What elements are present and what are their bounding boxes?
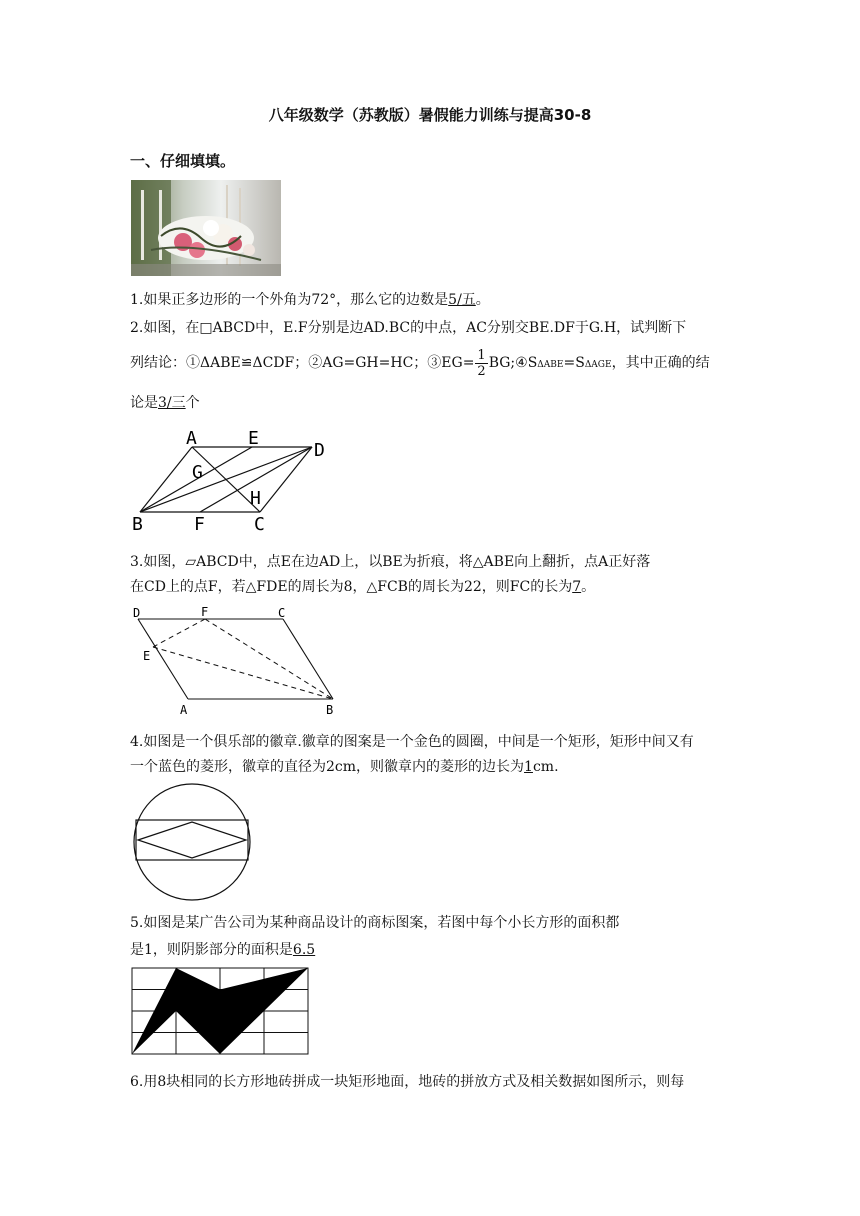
- subscript-age: ΔAGE: [584, 360, 612, 370]
- fraction-one-half: [475, 348, 487, 379]
- label-f: F: [201, 605, 209, 619]
- label-b: B: [326, 703, 334, 717]
- parallelogram-figure-q2: [128, 426, 338, 538]
- label-d: D: [133, 606, 141, 620]
- question-6-line-1: 6.用8块相同的长方形地砖拼成一块矩形地面，地砖的拼放方式及相关数据如图所示，则每: [130, 1074, 685, 1090]
- question-1: [130, 290, 490, 310]
- question-5-line-1: 5.如图是某广告公司为某种商品设计的商标图案，若图中每个小长方形的面积都: [130, 915, 620, 931]
- question-4-answer: 1: [524, 759, 533, 775]
- label-e: E: [143, 649, 151, 663]
- label-d: D: [314, 440, 325, 461]
- question-5-line-2: [130, 940, 315, 960]
- question-3-line-2: [130, 577, 595, 597]
- question-2-prefix: 论是: [130, 395, 158, 411]
- fraction-numerator: 1: [477, 347, 486, 363]
- equals-s: =S: [563, 355, 585, 371]
- question-2-line-1: 2.如图，在□ABCD中，E.F分别是边AD.BC的中点，AC分别交BE.DF于G.H，试判断下: [130, 320, 687, 336]
- question-3-text: 在CD上的点F，若△FDE的周长为8，△FCB的周长为22，则FC的长为: [130, 579, 573, 595]
- label-c: C: [278, 606, 286, 620]
- question-1-answer: 5/五: [448, 292, 476, 308]
- question-4-line-1: 4.如图是一个俱乐部的徽章.徽章的图案是一个金色的圆圈，中间是一个矩形，矩形中间又有: [130, 734, 694, 750]
- question-4-line-2: [130, 757, 559, 777]
- label-g: G: [192, 462, 203, 483]
- page-title: 八年级数学（苏教版）暑假能力训练与提高30-8: [268, 106, 592, 124]
- label-e: E: [248, 428, 259, 449]
- label-c: C: [254, 514, 265, 535]
- label-b: B: [132, 514, 143, 535]
- question-2-line-2: [130, 346, 710, 382]
- question-2-suffix: 个: [185, 395, 200, 411]
- question-4-unit: cm.: [532, 759, 559, 775]
- question-2-conclusion-4: BG;④S: [488, 355, 538, 371]
- label-f: F: [194, 514, 205, 535]
- question-4-text: 一个蓝色的菱形，徽章的直径为2cm，则徽章内的菱形的边长为: [130, 759, 525, 775]
- label-h: H: [250, 488, 261, 509]
- subscript-abe: ΔABE: [537, 360, 564, 370]
- question-5-text: 是1，则阴影部分的面积是: [130, 942, 293, 958]
- question-1-end: 。: [475, 292, 490, 308]
- question-2-tail: ，其中正确的结: [611, 355, 710, 371]
- question-2-conclusions: 列结论：①ΔABE≌ΔCDF；②AG=GH=HC；③EG=: [130, 355, 475, 371]
- fold-parallelogram-figure-q3: [128, 604, 343, 718]
- question-1-text: 1.如果正多边形的一个外角为72°，那么它的边数是: [130, 292, 449, 308]
- question-5-answer: 6.5: [292, 942, 316, 958]
- section-heading: 一、仔细填填。: [130, 152, 236, 170]
- fraction-denominator: 2: [477, 363, 486, 379]
- question-3-line-1: 3.如图，▱ABCD中，点E在边AD上，以BE为折痕，将△ABE向上翻折，点A正好落: [130, 554, 651, 570]
- question-2-answer: 3/三: [158, 395, 186, 411]
- question-2-line-3: [130, 393, 200, 413]
- grid-logo-figure-q5: [130, 966, 310, 1056]
- question-3-end: 。: [581, 579, 596, 595]
- label-a: A: [180, 703, 188, 717]
- decorative-flower-photo: [131, 180, 281, 276]
- badge-circle-figure-q4: [130, 780, 254, 904]
- label-a: A: [186, 428, 197, 449]
- question-3-answer: 7: [572, 579, 582, 595]
